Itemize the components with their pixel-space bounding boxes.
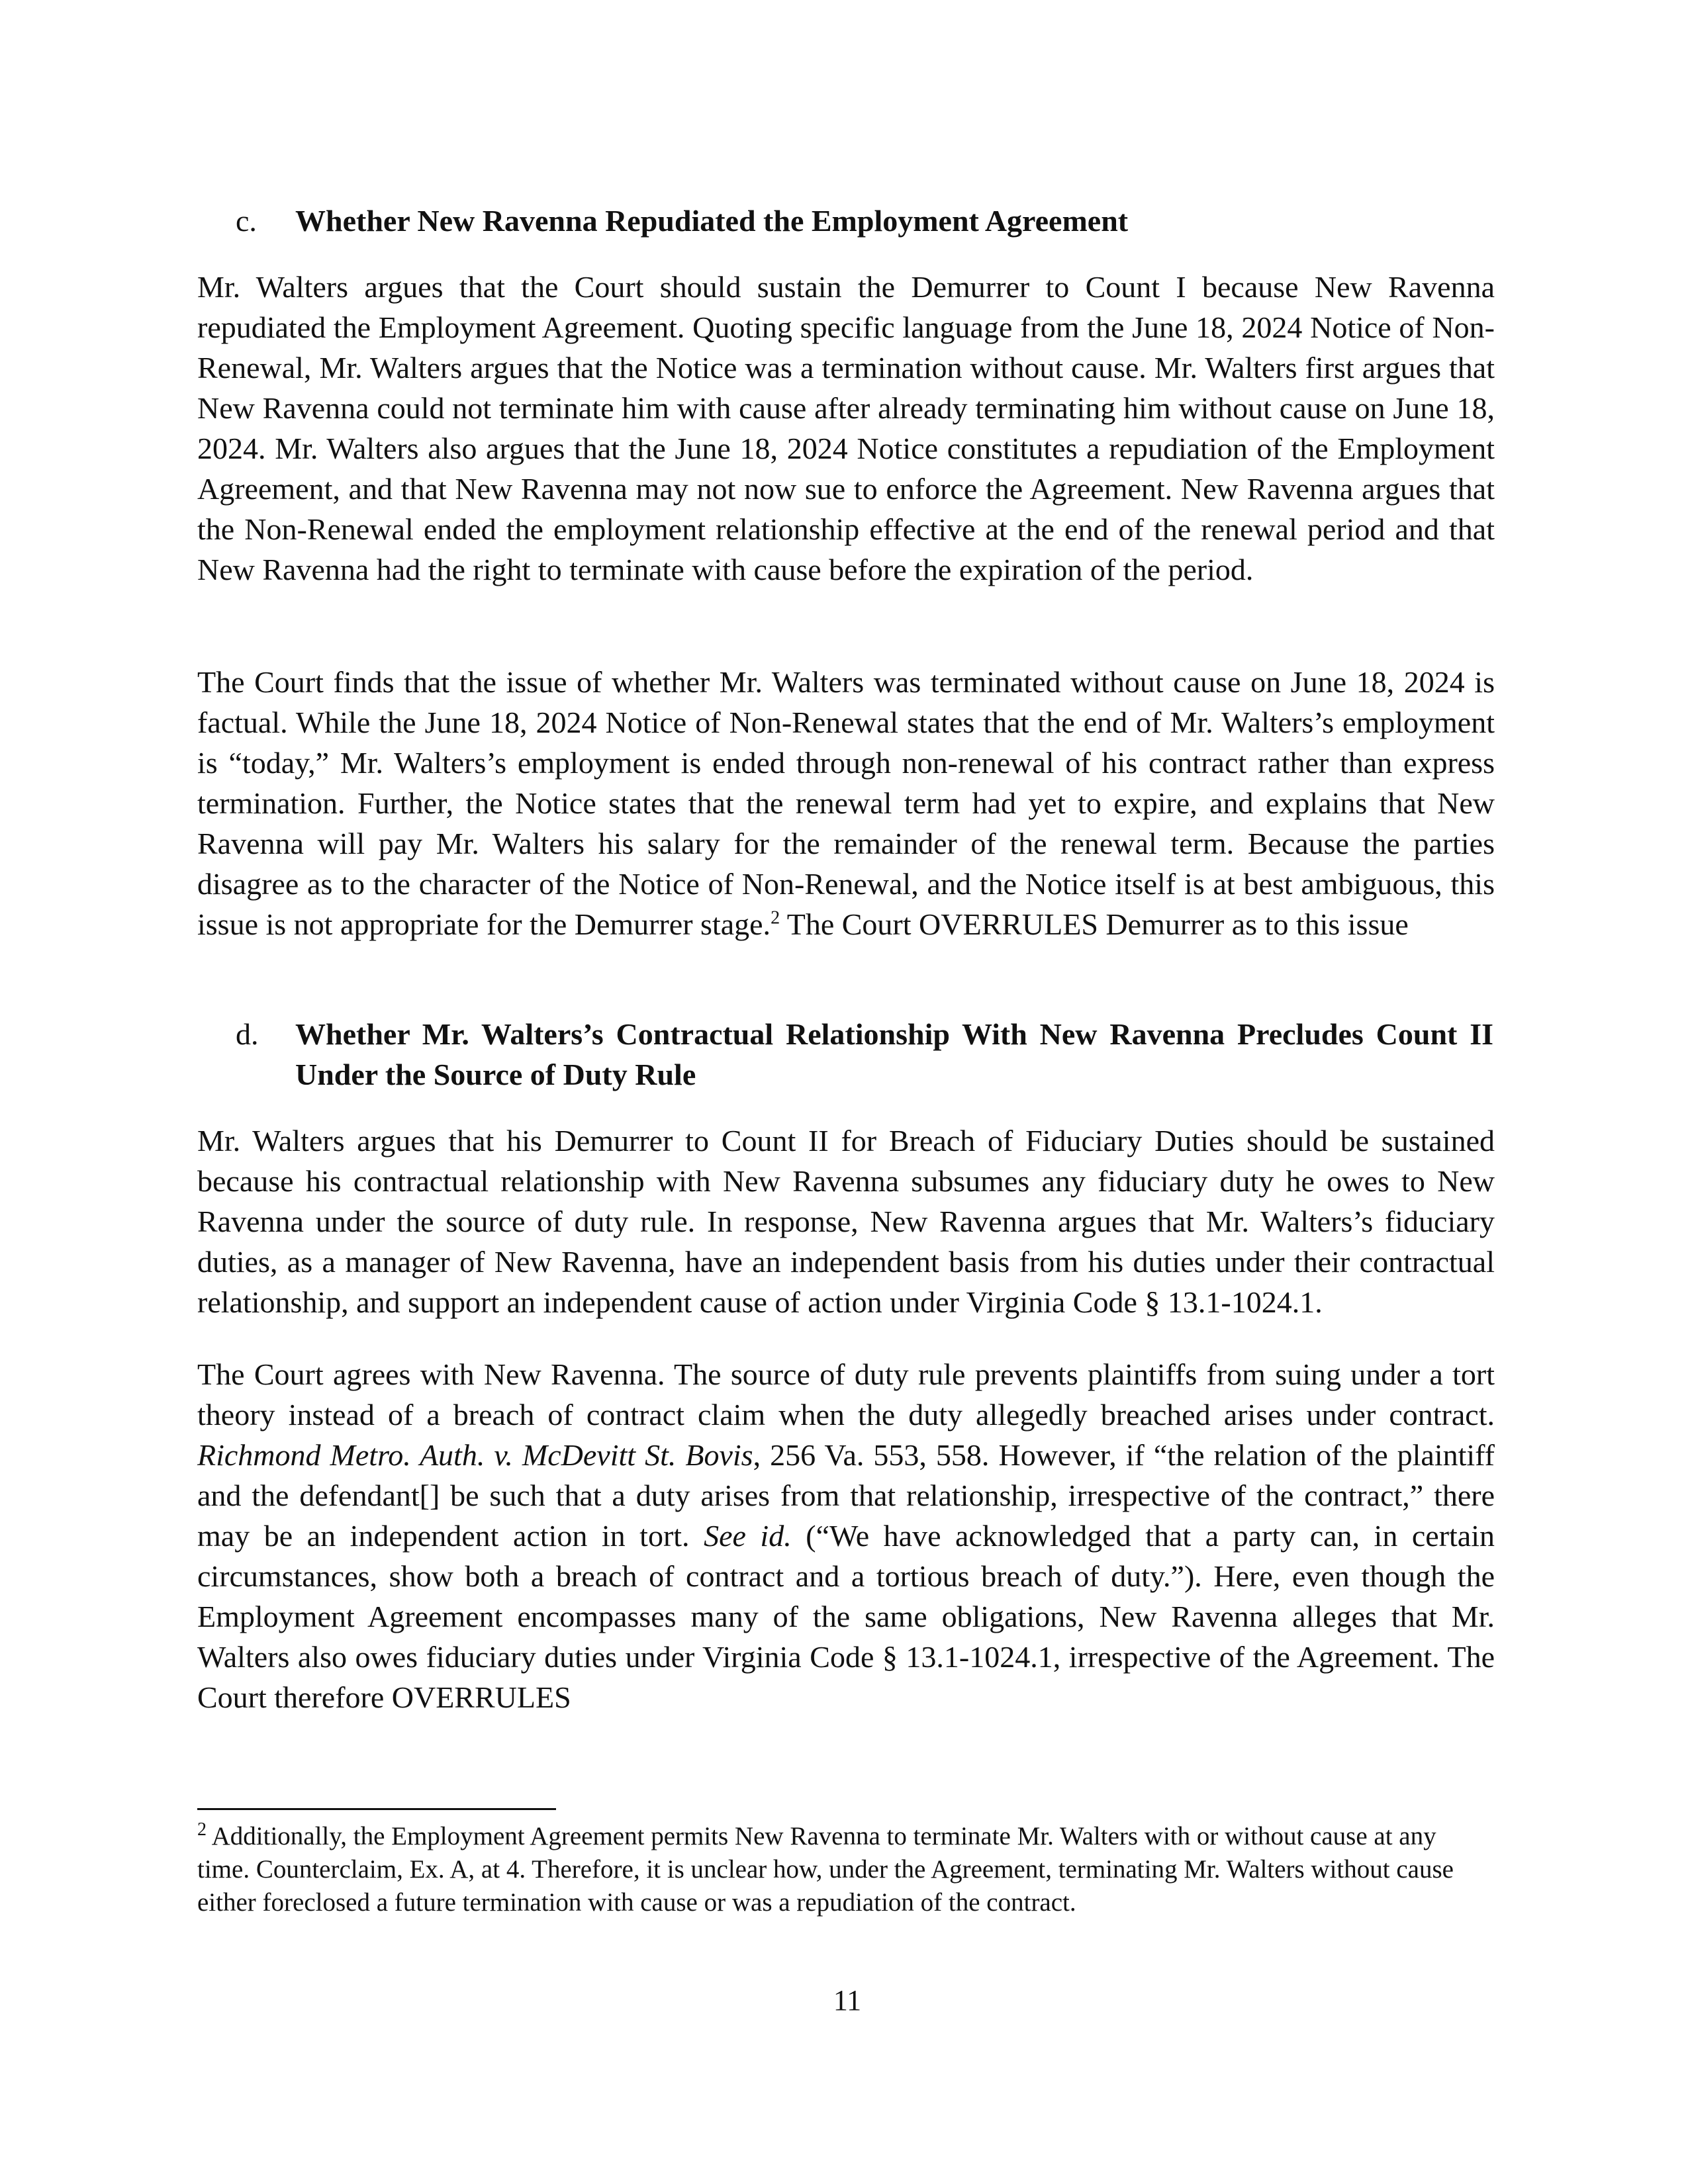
section-c-paragraph-1-text: Mr. Walters argues that the Court should sustain the Demurrer to Count I because New Ravenna repudiated the Employment Agreement. Quoting specific language from the June 18, 2024 Notice of Non-Renewal, Mr. Walters argues that the Notice was a termination without cause. Mr. Walters first argues that New Ravenna could not terminate him with cause after already terminating him without cause on June 18, 2024. Mr. Walters also argues that the June 18, 2024 Notice constitutes a repudiation of the Employment Agreement, and that New Ravenna may not now sue to enforce the Agreement. New Ravenna argues that the Non-Renewal ended the employment relationship effective at the end of the renewal period and that New Ravenna had the right to terminate with cause before the expiration of the period. bbox=[197, 270, 1495, 586]
section-c-heading bbox=[236, 201, 1493, 241]
section-c-paragraph-2-text: The Court finds that the issue of whether Mr. Walters was terminated without cause on June 18, 2024 is factual. While the June 18, 2024 Notice of Non-Renewal states that the end of Mr. Walters’s employment is “today,” Mr. Walters’s employment is ended through non-renewal of his contract rather than express termination. Further, the Notice states that the renewal term had yet to expire, and explains that New Ravenna will pay Mr. Walters his salary for the remainder of the renewal term. Because the parties disagree as to the character of the Notice of Non-Renewal, and the Notice itself is at best ambiguous, this issue is not appropriate for the Demurrer stage. bbox=[197, 665, 1495, 941]
section-d-letter: d. bbox=[236, 1017, 259, 1051]
section-d-paragraph-1 bbox=[197, 1120, 1495, 1322]
section-c-closing: The Court OVERRULES Demurrer as to this issue bbox=[786, 907, 1409, 941]
section-d-paragraph-2 bbox=[197, 1354, 1495, 1717]
section-d-paragraph-2-part1: The Court agrees with New Ravenna. The source of duty rule prevents plaintiffs from suing under a tort theory instead of a breach of contract claim when the duty allegedly breached arises under contract. bbox=[197, 1357, 1495, 1432]
section-d-title: Whether Mr. Walters’s Contractual Relationship With New Ravenna Precludes Count II Under the Source of Duty Rule bbox=[295, 1017, 1493, 1091]
section-c-title: Whether New Ravenna Repudiated the Employment Agreement bbox=[295, 204, 1129, 238]
case-citation: Richmond Metro. Auth. v. McDevitt St. Bovis bbox=[197, 1438, 753, 1472]
page-number: 11 bbox=[833, 1984, 862, 2017]
section-c-paragraph-1 bbox=[197, 267, 1495, 590]
footnote-separator bbox=[197, 1808, 556, 1810]
section-d-heading bbox=[236, 1014, 1493, 1095]
section-c-letter: c. bbox=[236, 204, 257, 238]
section-d-paragraph-1-text: Mr. Walters argues that his Demurrer to Count II for Breach of Fiduciary Duties should be sustained because his contractual relationship with New Ravenna subsumes any fiduciary duty he owes to New Ravenna under the source of duty rule. In response, New Ravenna argues that Mr. Walters’s fiduciary duties, as a manager of New Ravenna, have an independent basis from his duties under their contractual relationship, and support an independent cause of action under Virginia Code § 13.1-1024.1. bbox=[197, 1124, 1495, 1319]
see-id-signal: See id. bbox=[704, 1519, 792, 1553]
section-c-paragraph-2 bbox=[197, 662, 1495, 944]
footnote-text: Additionally, the Employment Agreement permits New Ravenna to terminate Mr. Walters with or without cause at any time. Counterclaim, Ex. A, at 4. Therefore, it is unclear how, under the Agreement, terminating Mr. Walters without cause either foreclosed a future termination with cause or was a repudiation of the contract. bbox=[197, 1822, 1454, 1917]
section-d-paragraph-2-part2: (“We have acknowledged that a party can, in certain circumstances, show both a breach of contract and a tortious breach of duty.”). Here, even though the Employment Agreement encompasses many of the same obligations, New Ravenna alleges that Mr. Walters also owes fiduciary duties under Virginia Code § 13.1-1024.1, irrespective of the Agreement. The Court therefore OVERRULES bbox=[197, 1519, 1495, 1714]
footnote bbox=[197, 1820, 1468, 1919]
footnote-number: 2 bbox=[197, 1819, 207, 1840]
citation-rest: , 256 Va. 553, 558. However, if “the relation of the plaintiff and the defendant[] be such that a duty arises from that relationship, irrespective of the contract,” there may be an independent action in tort. bbox=[197, 1438, 1495, 1553]
footnote-reference: 2 bbox=[771, 907, 780, 929]
